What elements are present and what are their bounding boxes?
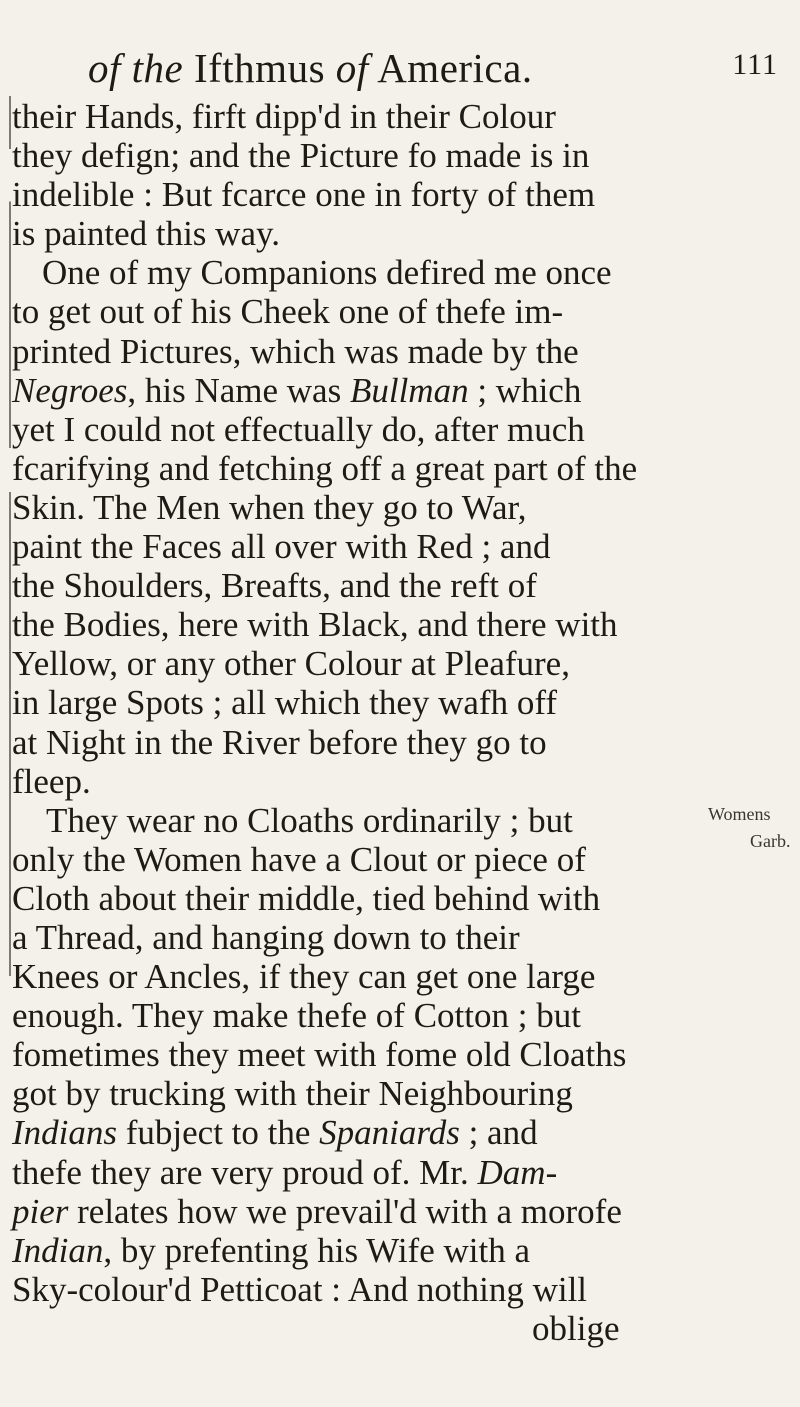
text-line: got by trucking with their Neighbouring (12, 1074, 573, 1114)
text-line: Negroes, his Name was Bullman ; which (12, 370, 582, 410)
text-line: enough. They make thefe of Cotton ; but (12, 996, 581, 1036)
text-line: paint the Faces all over with Red ; and (12, 527, 551, 567)
column-edge-rule (9, 96, 11, 976)
text-line: One of my Companions defired me once (42, 253, 612, 293)
text-line: they defign; and the Picture fo made is in (12, 136, 590, 176)
body-text (12, 97, 742, 1348)
catchword: oblige (532, 1308, 620, 1348)
running-head (88, 44, 533, 92)
text-line: the Shoulders, Breafts, and the reft of (12, 566, 537, 606)
page-number: 111 (732, 48, 778, 81)
text-line: They wear no Cloaths ordinarily ; but (46, 800, 573, 840)
text-line: to get out of his Cheek one of thefe im- (12, 292, 564, 332)
text-line: indelible : But fcarce one in forty of them (12, 175, 596, 215)
text-line: a Thread, and hanging down to their (12, 917, 520, 957)
text-line: pier relates how we prevail'd with a morofe (12, 1191, 622, 1231)
text-line: in large Spots ; all which they wafh off (12, 683, 557, 723)
text-line: fleep. (12, 761, 91, 801)
text-line: thefe they are very proud of. Mr. Dam- (12, 1152, 558, 1192)
running-head-main: Ifthmus (193, 45, 326, 91)
running-head-mid: of (335, 45, 369, 91)
text-line: Sky-colour'd Petticoat : And nothing will (12, 1269, 588, 1309)
running-head-end: America. (377, 45, 533, 91)
text-line: Yellow, or any other Colour at Pleafure, (12, 644, 570, 684)
text-line: Knees or Ancles, if they can get one large (12, 957, 596, 997)
text-line: only the Women have a Clout or piece of (12, 839, 586, 879)
text-line: fcarifying and fetching off a great part of the (12, 448, 638, 488)
text-line: Skin. The Men when they go to War, (12, 487, 527, 527)
text-line: Indian, by prefenting his Wife with a (12, 1230, 530, 1270)
text-line: yet I could not effectually do, after much (12, 409, 585, 449)
text-line: printed Pictures, which was made by the (12, 331, 579, 371)
running-head-prefix: of the (88, 45, 184, 91)
text-line: Cloth about their middle, tied behind with (12, 878, 601, 918)
text-line: their Hands, firft dipp'd in their Colour (12, 97, 556, 136)
text-line: fometimes they meet with fome old Cloaths (12, 1035, 627, 1075)
text-line: is painted this way. (12, 214, 280, 254)
text-line: the Bodies, here with Black, and there with (12, 605, 618, 645)
text-line: Indians fubject to the Spaniards ; and (12, 1113, 538, 1153)
margin-note-garb: Garb. (750, 831, 791, 851)
page-header (88, 44, 778, 100)
margin-note-womens: Womens (708, 804, 771, 824)
text-line: at Night in the River before they go to (12, 722, 547, 762)
